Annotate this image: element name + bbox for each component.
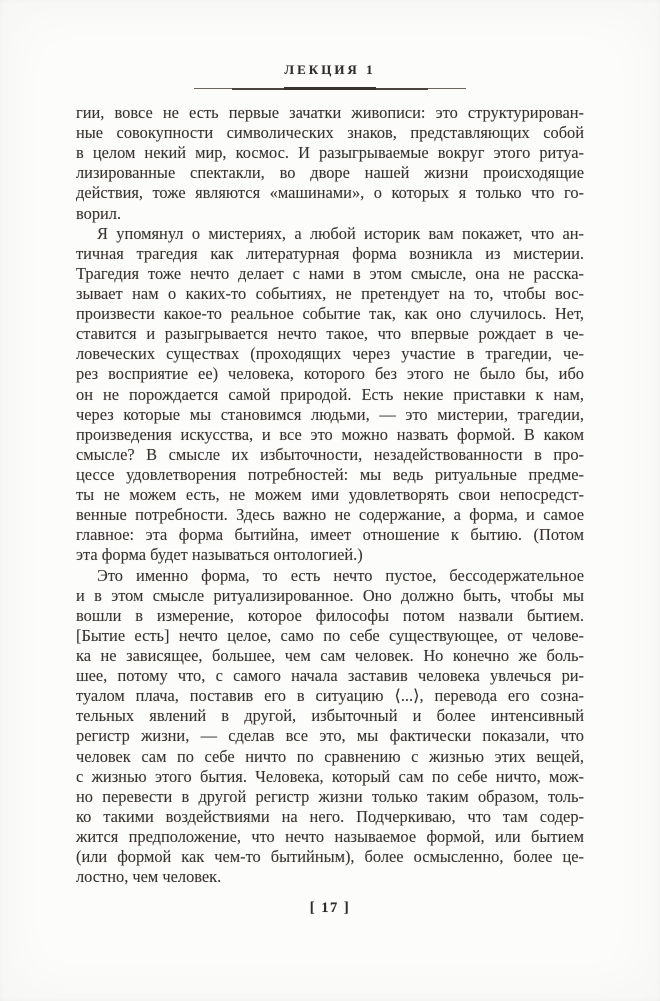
rule-segment-right-thin: [428, 88, 466, 89]
text-line: он не порождается самой природой. Есть некие приставки к нам,: [76, 384, 584, 404]
text-line: вошли в измерение, которое философы потом назвали бытием.: [76, 605, 584, 625]
text-line: цессе удовлетворения потребностей: мы ведь ритуальные предме-: [76, 464, 584, 484]
header-divider-rule: [244, 86, 416, 91]
text-line: венные потребности. Здесь важно не содержание, а форма, и самое: [76, 505, 584, 525]
text-line: эта форма будет называться онтологией.): [76, 545, 363, 565]
text-line: ворил.: [76, 203, 122, 223]
text-line: рез восприятие ее) человека, которого без этого не было бы, ибо: [76, 364, 584, 384]
text-line: жится предположение, что нечто называемое формой, или бытием: [76, 826, 584, 846]
rule-segment-left-thin: [194, 88, 232, 89]
rule-segment-left-mid: [232, 88, 284, 90]
text-line: (или формой как чем-то бытийным), более осмысленно, более це-: [76, 847, 584, 867]
text-line: но перевести в другой регистр жизни только таким образом, толь-: [76, 786, 584, 806]
text-line: с жизнью этого бытия. Человека, который сам по себе ничто, мож-: [76, 766, 584, 786]
text-line: смысле? В смысле их избыточности, незадействованности в про-: [76, 444, 584, 464]
text-line: лизированные спектакли, во дворе нашей жизни происходящие: [76, 163, 584, 183]
text-line: человек сам по себе ничто по сравнению с жизнью этих вещей,: [76, 746, 584, 766]
running-head: ЛЕКЦИЯ 1: [284, 62, 376, 77]
text-line: регистр жизни, — сделав все это, мы фактически показали, что: [76, 726, 584, 746]
text-line: [Бытие есть] нечто целое, само по себе существующее, от челове-: [76, 625, 584, 645]
text-line: ные совокупности символических знаков, представляющих собой: [76, 123, 584, 143]
text-line: туалом плача, поставив его в ситуацию ⟨...⟩, перевода его созна-: [76, 686, 584, 706]
text-line: ставится и разыгрывается нечто такое, что впервые рождает в че-: [76, 324, 584, 344]
rule-segment-right-mid: [376, 88, 428, 90]
text-line: ка не зависящее, большее, чем сам человек. Но конечно же боль-: [76, 645, 584, 665]
text-line: действия, тоже являются «машинами», о которых я только что го-: [76, 183, 584, 203]
text-line: гии, вовсе не есть первые зачатки живописи: это структурирован-: [76, 103, 584, 122]
paragraph: [76, 103, 584, 224]
text-line: тичная трагедия как литературная форма возникла из мистерии.: [76, 243, 584, 263]
text-line: произвести какое-то реальное событие так, как оно случилось. Нет,: [76, 304, 584, 324]
text-line: ты не можем есть, не можем ими удовлетворять свои непосредст-: [76, 485, 584, 505]
text-line: зывает нам о каких-то событиях, не претендует на то, чтобы вос-: [76, 283, 584, 303]
text-line: произведения искусства, и все это можно назвать формой. В каком: [76, 424, 584, 444]
text-line: ловеческих существах (проходящих через участие в трагедии, че-: [76, 344, 584, 364]
paragraph: [76, 566, 584, 888]
text-line: главное: эта форма бытийна, имеет отношение к бытию. (Потом: [76, 525, 584, 545]
page-number: [ 17 ]: [309, 900, 351, 916]
text-line: Это именно форма, то есть нечто пустое, бессодержательное: [97, 565, 584, 585]
text-line: ко такими воздействиями на него. Подчеркиваю, что там содер-: [76, 806, 584, 826]
text-line: лостно, чем человек.: [76, 867, 222, 887]
paragraph: [76, 224, 584, 566]
rule-segment-center: [284, 87, 376, 91]
text-line: Трагедия тоже нечто делает с нами в этом смысле, она не расска-: [76, 263, 584, 283]
text-line: шее, потому что, с самого начала заставив человека увлечься ри-: [76, 666, 584, 686]
page-body: [76, 103, 584, 887]
text-line: в целом некий мир, космос. И разыгрываемые вокруг этого ритуа-: [76, 143, 584, 163]
text-line: Я упомянул о мистериях, а любой историк вам покажет, что ан-: [97, 223, 584, 243]
text-line: тельных явлений в другой, избыточный и более интенсивный: [76, 706, 584, 726]
text-line: через которые мы становимся людьми, — это мистерии, трагедии,: [76, 404, 584, 424]
text-line: и в этом смысле ритуализированное. Оно должно быть, чтобы мы: [76, 585, 584, 605]
